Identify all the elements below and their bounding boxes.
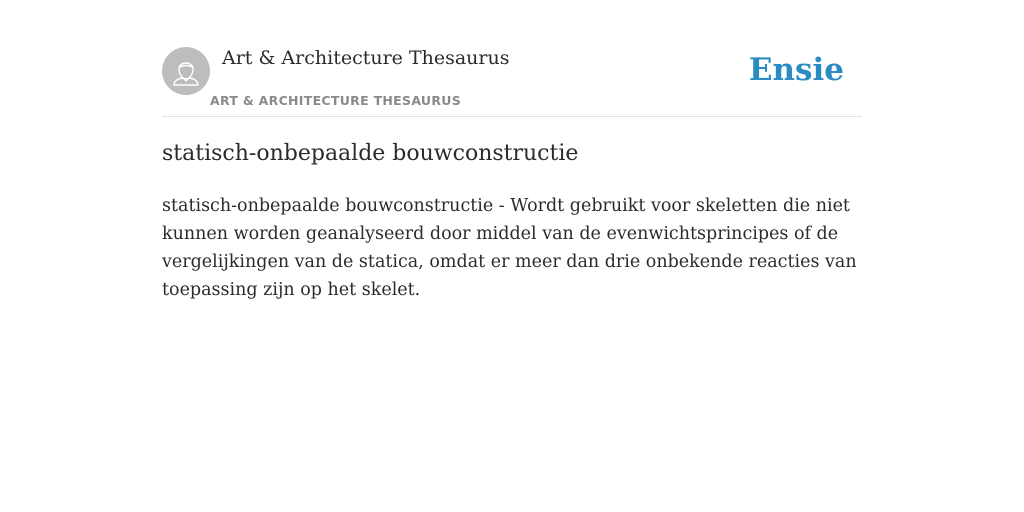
avatar[interactable] xyxy=(162,47,210,95)
author-subtitle: ART & ARCHITECTURE THESAURUS xyxy=(210,93,462,108)
page-title: statisch-onbepaalde bouwconstructie xyxy=(162,141,579,166)
page-header xyxy=(162,0,862,117)
brand-logo[interactable]: Ensie xyxy=(748,52,844,88)
user-silhouette-icon xyxy=(162,47,210,95)
article-body: statisch-onbepaalde bouwconstructie - Wordt gebruikt voor skeletten die niet kunnen worden geanalyseerd door middel van de evenwichtsprincipes of de vergelijkingen van de statica, omdat er meer dan drie onbekende reacties van toepassing zijn op het skelet. xyxy=(162,196,857,300)
author-name[interactable]: Art & Architecture Thesaurus xyxy=(222,47,510,69)
